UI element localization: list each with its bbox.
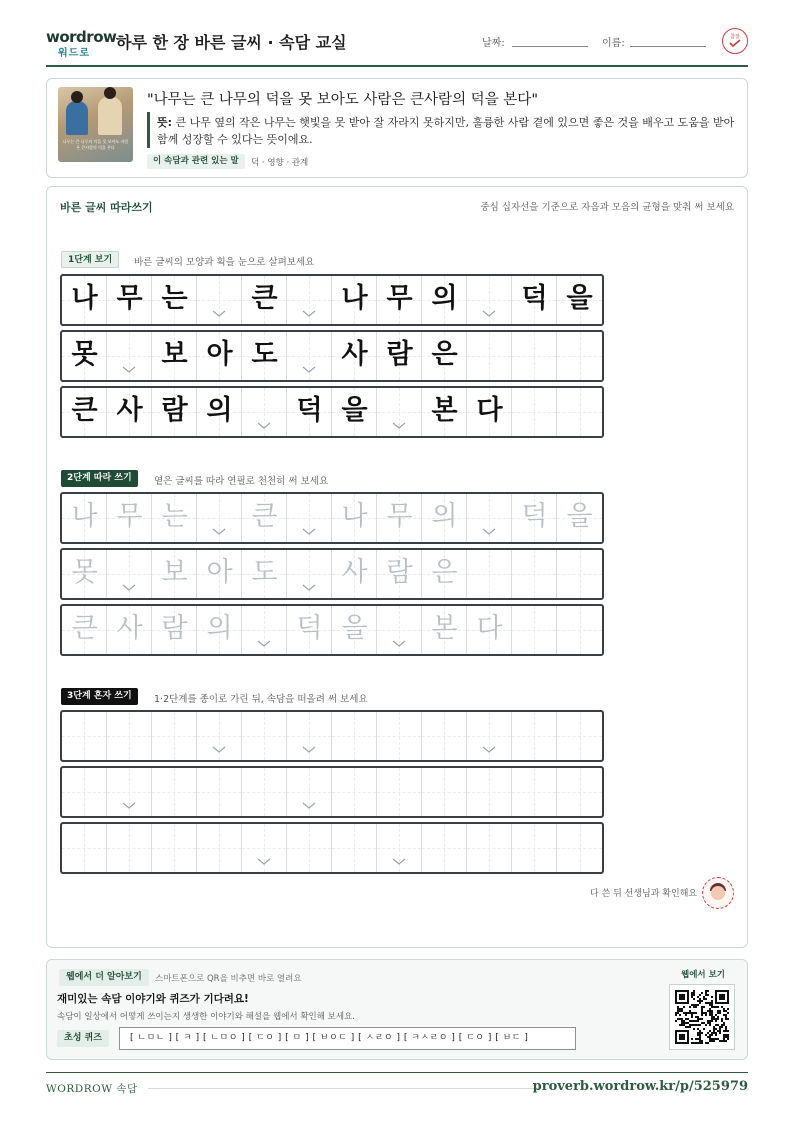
space-mark-icon (392, 422, 406, 430)
wordrow-logo[interactable] (46, 28, 117, 60)
writing-row-view-1 (60, 274, 604, 326)
space-mark-icon (482, 528, 496, 536)
writing-cell[interactable] (422, 712, 467, 760)
writing-cell[interactable] (242, 768, 287, 816)
letter-glyph: 도 (251, 339, 278, 370)
related-words: 덕 · 영향 · 관계 (251, 158, 309, 168)
letter-glyph: 무 (386, 283, 413, 314)
writing-cell (287, 276, 332, 324)
writing-cell (557, 388, 602, 436)
writing-cell[interactable] (62, 712, 107, 760)
letter-glyph: 을 (566, 501, 593, 532)
writing-cell[interactable] (557, 550, 602, 598)
step-3-desc: 1·2단계를 종이로 가린 뒤, 속담을 떠올려 써 보세요 (154, 694, 368, 705)
writing-cell[interactable] (467, 550, 512, 598)
writing-cell (197, 388, 242, 436)
writing-cell[interactable] (557, 494, 602, 542)
letter-glyph: 의 (431, 501, 458, 532)
writing-cell[interactable] (512, 824, 557, 872)
writing-cell (377, 388, 422, 436)
writing-cell[interactable] (152, 768, 197, 816)
writing-cell[interactable] (242, 712, 287, 760)
web-tag: 웹에서 더 알아보기 (59, 969, 149, 986)
letter-glyph: 본 (431, 395, 458, 426)
letter-glyph: 사 (341, 339, 368, 370)
writing-cell[interactable] (377, 494, 422, 542)
teacher-stamp-icon (702, 877, 734, 909)
space-mark-icon (122, 802, 136, 810)
writing-cell[interactable] (62, 824, 107, 872)
web-promo-box (46, 959, 748, 1060)
writing-cell (467, 388, 512, 436)
writing-cell[interactable] (512, 712, 557, 760)
space-mark-icon (482, 746, 496, 754)
writing-cell (512, 388, 557, 436)
step-2-desc: 옅은 글씨를 따라 연필로 천천히 써 보세요 (154, 476, 329, 487)
writing-cell[interactable] (197, 494, 242, 542)
writing-cell[interactable] (287, 712, 332, 760)
writing-cell[interactable] (512, 768, 557, 816)
writing-cell[interactable] (332, 494, 377, 542)
teacher-check-note: 다 쓴 뒤 선생님과 확인해요 (590, 889, 698, 899)
writing-cell (107, 388, 152, 436)
letter-glyph: 사 (116, 613, 143, 644)
writing-cell (107, 332, 152, 380)
writing-cell (422, 332, 467, 380)
space-mark-icon (257, 858, 271, 866)
letter-glyph: 람 (386, 557, 413, 588)
svg-text:참잘: 참잘 (730, 34, 740, 40)
letter-glyph: 다 (476, 395, 503, 426)
letter-glyph: 람 (161, 395, 188, 426)
writing-cell[interactable] (422, 494, 467, 542)
writing-cell[interactable] (512, 550, 557, 598)
step-3-tag: 3단계 혼자 쓰기 (61, 688, 138, 705)
illustration-caption: 나무는 큰 나무의 덕을 못 보아도 사람은 큰사람의 덕을 본다 (62, 139, 129, 150)
writing-cell[interactable] (332, 550, 377, 598)
web-hint: 스마트폰으로 QR을 비추면 바로 열려요 (155, 974, 302, 984)
letter-glyph: 다 (476, 613, 503, 644)
meaning-accent-bar (147, 112, 150, 148)
praise-stamp-icon (722, 28, 748, 54)
meaning-label: 뜻: (157, 116, 173, 129)
letter-glyph: 아 (206, 339, 233, 370)
letter-glyph: 덕 (521, 283, 548, 314)
writing-cell (242, 276, 287, 324)
writing-cell (557, 332, 602, 380)
writing-row-free-2[interactable] (60, 766, 604, 818)
writing-cell[interactable] (107, 606, 152, 654)
writing-cell (287, 388, 332, 436)
writing-cell[interactable] (557, 824, 602, 872)
writing-cell[interactable] (467, 494, 512, 542)
letter-glyph: 못 (71, 557, 98, 588)
writing-cell (512, 276, 557, 324)
writing-cell[interactable] (242, 494, 287, 542)
writing-cell[interactable] (332, 606, 377, 654)
logo-wordmark: wordrow (46, 28, 117, 46)
writing-cell[interactable] (62, 606, 107, 654)
writing-cell[interactable] (332, 712, 377, 760)
writing-cell[interactable] (107, 712, 152, 760)
date-field[interactable] (512, 46, 588, 47)
writing-cell[interactable] (377, 712, 422, 760)
writing-cell[interactable] (287, 824, 332, 872)
page-header (46, 24, 748, 68)
letter-glyph: 나 (341, 283, 368, 314)
space-mark-icon (302, 310, 316, 318)
writing-row-trace-1[interactable] (60, 492, 604, 544)
writing-cell[interactable] (422, 606, 467, 654)
writing-cell[interactable] (557, 712, 602, 760)
space-mark-icon (257, 640, 271, 648)
letter-glyph: 사 (341, 557, 368, 588)
writing-cell[interactable] (377, 550, 422, 598)
writing-row-trace-3[interactable] (60, 604, 604, 656)
writing-cell[interactable] (62, 550, 107, 598)
writing-cell (467, 332, 512, 380)
writing-cell[interactable] (152, 606, 197, 654)
qr-label: 웹에서 보기 (681, 970, 726, 980)
writing-cell[interactable] (242, 550, 287, 598)
writing-cell (197, 276, 242, 324)
logo-korean: 워드로 (58, 48, 90, 59)
letter-glyph: 무 (386, 501, 413, 532)
writing-cell[interactable] (197, 606, 242, 654)
writing-cell[interactable] (107, 550, 152, 598)
space-mark-icon (482, 310, 496, 318)
writing-row-view-3 (60, 386, 604, 438)
chosung-quiz: [ ㄴㅁㄴ ] [ ㅋ ] [ ㄴㅁㅇ ] [ ㄷㅇ ] [ ㅁ ] [ ㅂㅇㄷ ] [ ㅅㄹㅇ ] [ ㅋㅅㄹㅇ ] [ ㄷㅇ ] [ ㅂㄷ ] (119, 1027, 576, 1050)
header-divider (46, 65, 748, 67)
qr-code-icon[interactable] (669, 984, 735, 1050)
letter-glyph: 보 (161, 339, 188, 370)
writing-cell[interactable] (287, 606, 332, 654)
letter-glyph: 도 (251, 557, 278, 588)
writing-cell (62, 332, 107, 380)
space-mark-icon (257, 422, 271, 430)
writing-cell[interactable] (332, 824, 377, 872)
letter-glyph: 큰 (251, 283, 278, 314)
letter-glyph: 덕 (521, 501, 548, 532)
footer-divider (46, 1072, 748, 1073)
proverb-illustration (58, 87, 133, 162)
space-mark-icon (392, 640, 406, 648)
space-mark-icon (212, 528, 226, 536)
name-label: 이름: (602, 38, 625, 49)
letter-glyph: 의 (206, 613, 233, 644)
writing-cell (557, 276, 602, 324)
letter-glyph: 의 (206, 395, 233, 426)
related-words-tag: 이 속담과 관련 있는 말 (147, 154, 245, 169)
space-mark-icon (122, 366, 136, 374)
writing-row-free-3[interactable] (60, 822, 604, 874)
space-mark-icon (302, 584, 316, 592)
letter-glyph: 의 (431, 283, 458, 314)
space-mark-icon (122, 584, 136, 592)
letter-glyph: 나 (71, 283, 98, 314)
letter-glyph: 을 (566, 283, 593, 314)
writing-cell[interactable] (512, 606, 557, 654)
writing-cell[interactable] (242, 824, 287, 872)
writing-cell[interactable] (197, 824, 242, 872)
writing-cell (62, 276, 107, 324)
footer-brand: WORDROW 속담 (46, 1083, 138, 1095)
space-mark-icon (212, 310, 226, 318)
writing-cell[interactable] (197, 712, 242, 760)
writing-cell[interactable] (377, 824, 422, 872)
letter-glyph: 덕 (296, 395, 323, 426)
step-1-desc: 바른 글씨의 모양과 획을 눈으로 살펴보세요 (134, 257, 315, 268)
writing-cell[interactable] (422, 550, 467, 598)
date-label: 날짜: (482, 38, 505, 49)
writing-cell (242, 388, 287, 436)
letter-glyph: 람 (161, 613, 188, 644)
letter-glyph: 는 (161, 501, 188, 532)
writing-cell[interactable] (467, 712, 512, 760)
writing-cell (377, 276, 422, 324)
writing-cell[interactable] (557, 768, 602, 816)
space-mark-icon (302, 528, 316, 536)
writing-cell (197, 332, 242, 380)
practice-title: 바른 글씨 따라쓰기 (60, 201, 153, 214)
space-mark-icon (302, 746, 316, 754)
writing-cell[interactable] (107, 824, 152, 872)
writing-cell[interactable] (557, 606, 602, 654)
writing-cell (332, 276, 377, 324)
practice-hint: 중심 십자선을 기준으로 자음과 모음의 균형을 맞춰 써 보세요 (480, 202, 734, 213)
meaning-text: 큰 나무 옆의 작은 나무는 햇빛을 못 받아 잘 자라지 못하지만, 훌륭한 사람 곁에 있으면 좋은 것을 배우고 도움을 받아 함께 성장할 수 있다는 뜻이에요. (157, 116, 735, 146)
letter-glyph: 못 (71, 339, 98, 370)
writing-cell (62, 388, 107, 436)
writing-cell[interactable] (332, 768, 377, 816)
letter-glyph: 아 (206, 557, 233, 588)
letter-glyph: 사 (116, 395, 143, 426)
writing-cell (332, 332, 377, 380)
space-mark-icon (302, 802, 316, 810)
space-mark-icon (302, 366, 316, 374)
writing-cell[interactable] (512, 494, 557, 542)
letter-glyph: 람 (386, 339, 413, 370)
step-1-tag: 1단계 보기 (61, 251, 119, 268)
web-headline: 재미있는 속담 이야기와 퀴즈가 기다려요! (57, 993, 249, 1005)
writing-cell (467, 276, 512, 324)
letter-glyph: 큰 (71, 613, 98, 644)
writing-cell[interactable] (197, 768, 242, 816)
writing-cell[interactable] (107, 494, 152, 542)
writing-cell[interactable] (152, 494, 197, 542)
writing-cell (152, 388, 197, 436)
writing-cell (152, 276, 197, 324)
letter-glyph: 는 (161, 283, 188, 314)
letter-glyph: 나 (341, 501, 368, 532)
writing-cell[interactable] (287, 768, 332, 816)
letter-glyph: 무 (116, 283, 143, 314)
letter-glyph: 은 (431, 557, 458, 588)
web-description: 속담이 일상에서 어떻게 쓰이는지 생생한 이야기와 해설을 웹에서 확인해 보세요. (57, 1012, 355, 1022)
writing-cell[interactable] (287, 494, 332, 542)
writing-cell (107, 276, 152, 324)
writing-cell[interactable] (422, 824, 467, 872)
footer-line (148, 1088, 538, 1089)
writing-row-free-1[interactable] (60, 710, 604, 762)
letter-glyph: 무 (116, 501, 143, 532)
writing-cell[interactable] (467, 768, 512, 816)
writing-cell (287, 332, 332, 380)
proverb-title: "나무는 큰 나무의 덕을 못 보아도 사람은 큰사람의 덕을 본다" (147, 92, 538, 108)
footer-url[interactable]: proverb.wordrow.kr/p/525979 (532, 1079, 748, 1094)
writing-cell (242, 332, 287, 380)
name-field[interactable] (630, 46, 706, 47)
space-mark-icon (392, 858, 406, 866)
writing-cell[interactable] (377, 768, 422, 816)
writing-cell[interactable] (467, 606, 512, 654)
letter-glyph: 을 (341, 613, 368, 644)
writing-cell[interactable] (197, 550, 242, 598)
letter-glyph: 을 (341, 395, 368, 426)
writing-cell[interactable] (62, 494, 107, 542)
space-mark-icon (212, 746, 226, 754)
letter-glyph: 덕 (296, 613, 323, 644)
proverb-meaning (157, 114, 737, 148)
writing-cell[interactable] (107, 768, 152, 816)
writing-cell (377, 332, 422, 380)
writing-cell[interactable] (377, 606, 422, 654)
quiz-tag: 초성 퀴즈 (57, 1030, 109, 1047)
writing-cell[interactable] (62, 768, 107, 816)
letter-glyph: 은 (431, 339, 458, 370)
letter-glyph: 큰 (71, 395, 98, 426)
writing-cell[interactable] (152, 550, 197, 598)
letter-glyph: 보 (161, 557, 188, 588)
writing-cell (332, 388, 377, 436)
writing-cell (422, 388, 467, 436)
letter-glyph: 본 (431, 613, 458, 644)
writing-cell[interactable] (242, 606, 287, 654)
letter-glyph: 나 (71, 501, 98, 532)
letter-glyph: 큰 (251, 501, 278, 532)
writing-cell (422, 276, 467, 324)
writing-row-trace-2[interactable] (60, 548, 604, 600)
writing-cell (512, 332, 557, 380)
writing-cell[interactable] (152, 824, 197, 872)
writing-cell[interactable] (152, 712, 197, 760)
writing-cell[interactable] (287, 550, 332, 598)
proverb-card (46, 78, 748, 178)
writing-cell (152, 332, 197, 380)
page-title: 하루 한 장 바른 글씨 · 속담 교실 (116, 33, 347, 52)
writing-cell[interactable] (467, 824, 512, 872)
writing-row-view-2 (60, 330, 604, 382)
writing-cell[interactable] (422, 768, 467, 816)
step-2-tag: 2단계 따라 쓰기 (61, 470, 138, 487)
